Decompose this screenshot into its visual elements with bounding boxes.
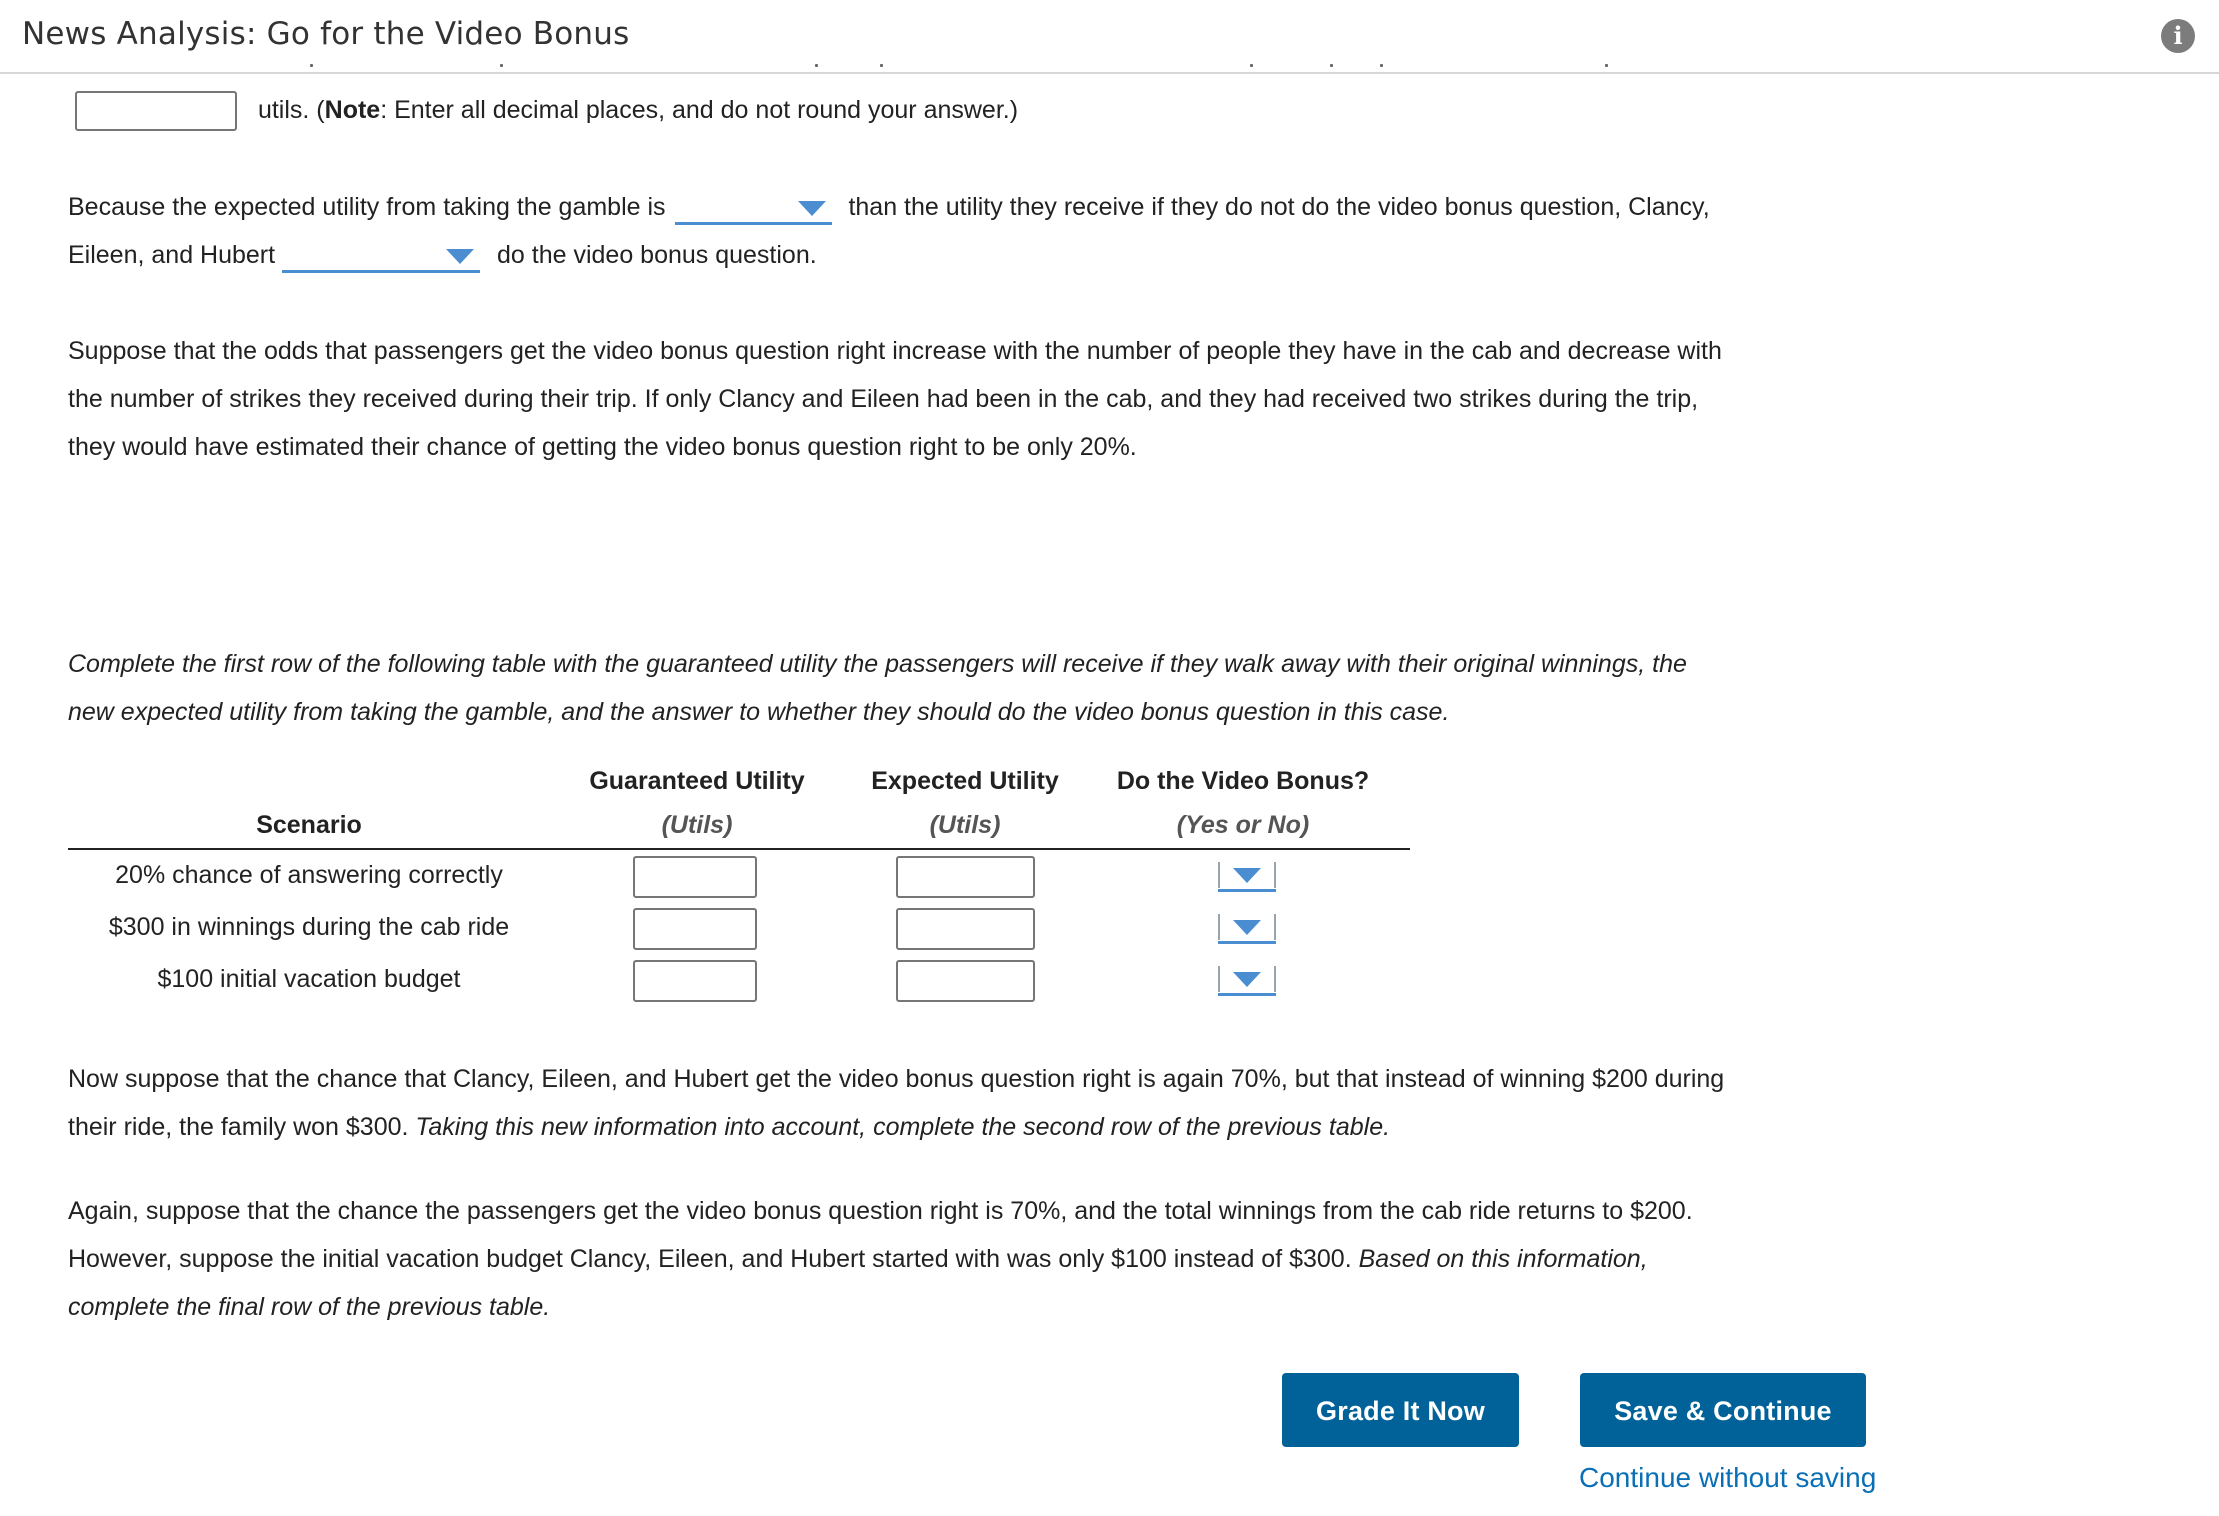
comparison-line-2 <box>68 231 817 279</box>
guaranteed-utility-input[interactable] <box>633 856 757 898</box>
instructions-line-1: Complete the first row of the following table with the guaranteed utility the passengers will receive if they walk away with their original winnings, the <box>68 650 1687 678</box>
odds-line-2: the number of strikes they received during their trip. If only Clancy and Eileen had been in the cab, and they had received two strikes during the trip, <box>68 385 1699 413</box>
comparison-line-1 <box>68 183 1710 231</box>
guaranteed-utility-input[interactable] <box>633 908 757 950</box>
instructions-paragraph <box>68 640 1687 736</box>
table-row-scenario: $100 initial vacation budget <box>157 965 461 993</box>
budget-line-3: complete the final row of the previous table. <box>68 1293 551 1321</box>
comparison-text-1: Because the expected utility from taking the gamble is <box>68 193 666 221</box>
table-row-scenario: 20% chance of answering correctly <box>115 861 503 889</box>
instructions-line-2: new expected utility from taking the gamble, and the answer to whether they should do the video bonus question in this case. <box>68 698 1450 726</box>
odds-line-1: Suppose that the odds that passengers get the video bonus question right increase with the number of people they have in the cab and decrease with <box>68 337 1722 365</box>
comparison-text-2: than the utility they receive if they do not do the video bonus question, Clancy, <box>848 193 1710 221</box>
video-bonus-dropdown[interactable] <box>1218 910 1276 944</box>
dropdown-edge <box>1274 966 1276 992</box>
winnings-line-2 <box>68 1103 1724 1151</box>
chevron-down-icon <box>1233 920 1261 935</box>
dropdown-edge <box>1274 914 1276 940</box>
winnings-paragraph <box>68 1055 1724 1151</box>
expected-utility-input[interactable] <box>75 91 237 131</box>
expected-utility-input[interactable] <box>896 856 1035 898</box>
clipped-text-remnant <box>80 60 1640 74</box>
dropdown-edge <box>1218 914 1220 940</box>
comparison-dropdown[interactable] <box>675 191 832 225</box>
chevron-down-icon <box>1233 972 1261 987</box>
table-header-rule <box>68 848 1410 850</box>
guaranteed-utility-unit: (Utils) <box>661 811 733 839</box>
utils-line <box>75 86 1018 134</box>
dropdown-edge <box>1274 862 1276 888</box>
budget-line-2 <box>68 1235 1693 1283</box>
expected-utility-header: Expected Utility <box>871 767 1059 795</box>
info-icon[interactable]: i <box>2161 19 2195 53</box>
note-text: : Enter all decimal places, and do not round your answer.) <box>380 96 1019 124</box>
grade-it-now-button[interactable]: Grade It Now <box>1282 1373 1519 1447</box>
guaranteed-utility-input[interactable] <box>633 960 757 1002</box>
video-bonus-unit: (Yes or No) <box>1176 811 1310 839</box>
budget-paragraph <box>68 1187 1693 1331</box>
utils-text: utils. ( <box>257 96 325 124</box>
comparison-text-3: Eileen, and Hubert <box>68 241 276 269</box>
continue-without-saving-link[interactable]: Continue without saving <box>1579 1462 1877 1493</box>
expected-utility-unit: (Utils) <box>929 811 1001 839</box>
dropdown-edge <box>1218 966 1220 992</box>
comparison-text-4: do the video bonus question. <box>497 241 817 269</box>
chevron-down-icon <box>798 201 826 216</box>
expected-utility-input[interactable] <box>896 908 1035 950</box>
budget-line-1: Again, suppose that the chance the passengers get the video bonus question right is 70%, and the total winnings from the cab ride returns to $200. <box>68 1197 1693 1225</box>
guaranteed-utility-header: Guaranteed Utility <box>589 767 805 795</box>
table-row-scenario: $300 in winnings during the cab ride <box>108 913 510 941</box>
video-bonus-dropdown[interactable] <box>1218 858 1276 892</box>
budget-line-2-text: However, suppose the initial vacation budget Clancy, Eileen, and Hubert started with was only $100 instead of $300. <box>68 1245 1359 1273</box>
winnings-line-1: Now suppose that the chance that Clancy, Eileen, and Hubert get the video bonus question right is again 70%, but that instead of winning $200 during <box>68 1065 1725 1093</box>
winnings-line-2-text: their ride, the family won $300. <box>68 1113 416 1141</box>
decision-dropdown[interactable] <box>282 239 480 273</box>
expected-utility-input[interactable] <box>896 960 1035 1002</box>
budget-line-2-instruction: Based on this information, <box>1358 1245 1648 1273</box>
odds-paragraph <box>68 327 1722 471</box>
scenario-header: Scenario <box>256 811 362 839</box>
save-and-continue-button[interactable]: Save & Continue <box>1580 1373 1866 1447</box>
chevron-down-icon <box>446 249 474 264</box>
video-bonus-header: Do the Video Bonus? <box>1116 767 1370 795</box>
winnings-line-2-instruction: Taking this new information into account, complete the second row of the previous table. <box>415 1113 1391 1141</box>
video-bonus-dropdown[interactable] <box>1218 962 1276 996</box>
page-title: News Analysis: Go for the Video Bonus <box>22 16 630 52</box>
dropdown-edge <box>1218 862 1220 888</box>
odds-line-3: they would have estimated their chance of getting the video bonus question right to be only 20%. <box>68 433 1137 461</box>
note-label: Note <box>324 96 381 124</box>
chevron-down-icon <box>1233 868 1261 883</box>
